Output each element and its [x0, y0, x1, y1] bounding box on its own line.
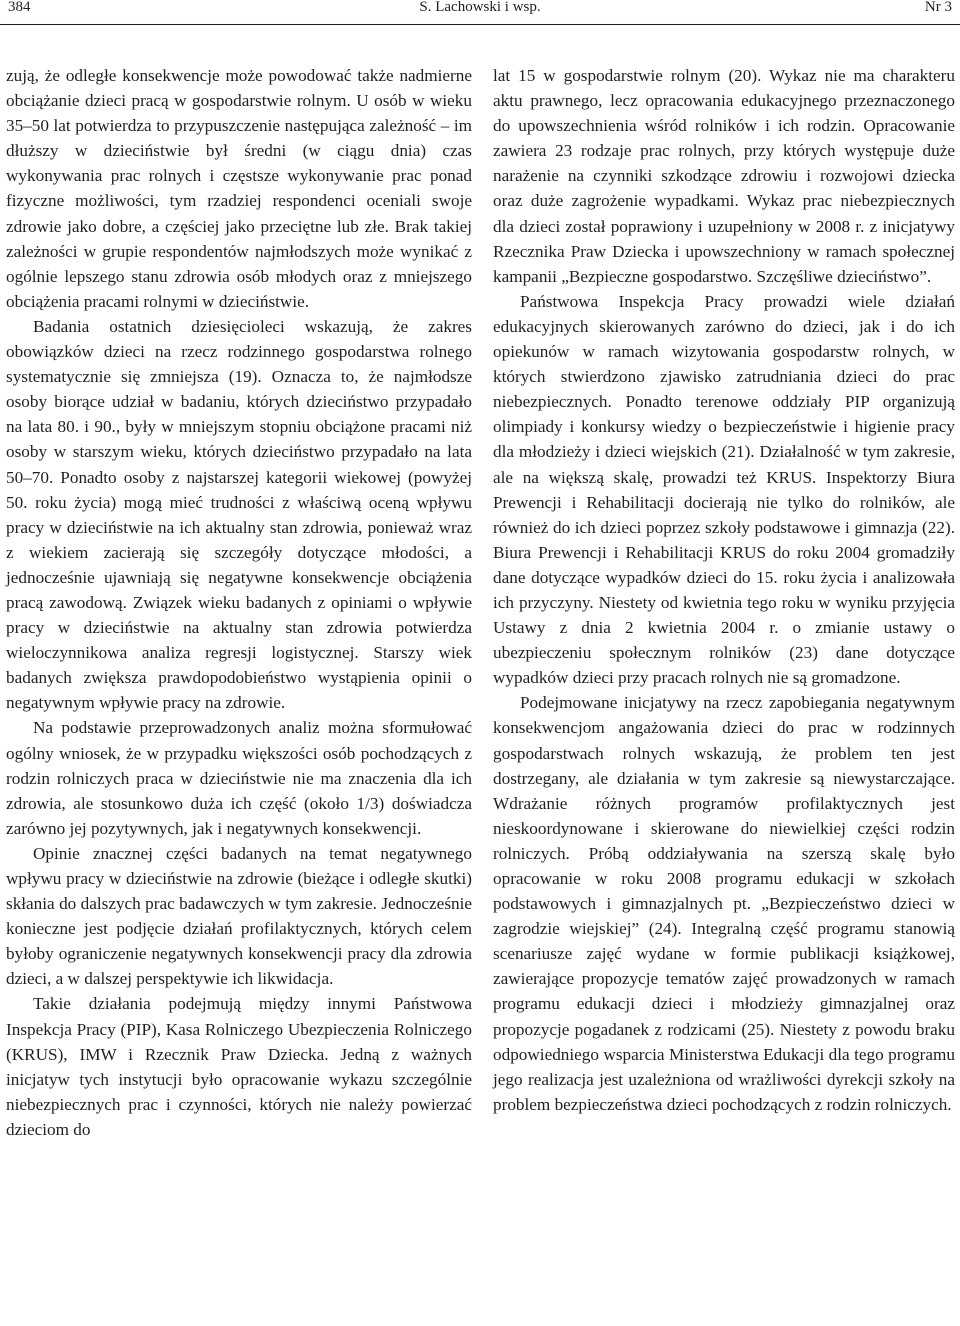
- paragraph: Na podstawie przeprowadzonych analiz można sformułować ogólny wniosek, że w przypadku większości osób pochodzących z rodzin rolniczych praca w dzieciństwie nie ma znaczenia dla ich zdrowia, ale stosunkowo duża ich część (około 1/3) doświadcza zarówno jej pozytywnych, jak i negatywnych konsekwencji.: [6, 718, 472, 838]
- paragraph: Badania ostatnich dziesięcioleci wskazują, że zakres obowiązków dzieci na rzecz rodzinnego gospodarstwa rolnego systematycznie się zmniejsza (19). Oznacza to, że najmłodsze osoby biorące udział w badaniu, których dzieciństwo przypadało na lata 80. i 90., były w mniejszym stopniu obciążone pracami niż osoby w starszym wieku, których dzieciństwo przypadało na lata 50–70. Ponadto osoby z najstarszej kategorii wiekowej (powyżej 50. roku życia) mogą mieć trudności z właściwą oceną wpływu pracy w dzieciństwie na ich aktualny stan zdrowia, ponieważ wraz z wiekiem zacierają się szczegóły dotyczące młodości, a jednocześnie ujawniają się negatywne konsekwencje obciążenia pracą zawodową. Związek wieku badanych z opiniami o wpływie pracy w dzieciństwie na aktualny stan zdrowia potwierdza wieloczynnikowa analiza regresji logistycznej. Starszy wiek badanych zwiększa prawdopodobieństwo wystąpienia opinii o negatywnym wpływie pracy na zdrowie.: [6, 316, 472, 713]
- paragraph: lat 15 w gospodarstwie rolnym (20). Wykaz nie ma charakteru aktu prawnego, lecz opracowania edukacyjnego przeznaczonego do upowszechnienia wśród rolników i ich rodzin. Opracowanie zawiera 23 rodzaje prac rolnych, przy których występuje duże narażenie na czynniki szkodzące zdrowiu i rozwojowi dziecka oraz duże zagrożenie wypadkami. Wykaz prac niebezpiecznych dla dzieci został poprawiony i uzupełniony w 2008 r. z inicjatywy Rzecznika Praw Dziecka i upowszechniony w ramach społecznej kampanii „Bezpieczne gospodarstwo. Szczęśliwe dzieciństwo”.: [493, 66, 955, 286]
- paragraph: Opinie znacznej części badanych na temat negatywnego wpływu pracy w dzieciństwie na zdrowie (bieżące i odległe skutki) skłania do dalszych prac badawczych w tym zakresie. Jednocześnie konieczne jest podjęcie działań profilaktycznych, których celem byłoby ograniczenie negatywnych konsekwencji pracy dla zdrowia dzieci, a w dalszej perspektywie ich likwidacja.: [6, 843, 472, 989]
- paragraph: Takie działania podejmują między innymi Państwowa Inspekcja Pracy (PIP), Kasa Rolniczego Ubezpieczenia Rolniczego (KRUS), IMW i Rzecznik Praw Dziecka. Jedną z ważnych inicjatyw tych instytucji było opracowanie wykazu szczególnie niebezpiecznych prac i czynności, których nie należy powierzać dzieciom do: [6, 994, 472, 1139]
- header-rule: [0, 24, 960, 25]
- paragraph: zują, że odległe konsekwencje może powodować także nadmierne obciążanie dzieci pracą w gospodarstwie rolnym. U osób w wieku 35–50 lat potwierdza to przypuszczenie następująca zależność – im dłuższy w dzieciństwie był średni (w ciągu dnia) czas wykonywania prac rolnych i częstsze wykonywanie prac ponad fizyczne możliwości, tym rzadziej respondenci oceniali swoje zdrowie jako dobre, a częściej jako przeciętne lub złe. Brak takiej zależności w grupie respondentów najmłodszych może wynikać z ogólnie lepszego stanu zdrowia osób młodych oraz z mniejszego obciążenia pracami rolnymi w dzieciństwie.: [6, 66, 472, 311]
- running-authors: S. Lachowski i wsp.: [419, 0, 541, 15]
- issue-number: Nr 3: [924, 0, 952, 15]
- paragraph: Państwowa Inspekcja Pracy prowadzi wiele działań edukacyjnych skierowanych zarówno do dzieci, jak i do ich opiekunów w ramach wizytowania gospodarstw rolnych, w których stwierdzono zjawisko zatrudniania dzieci do prac niebezpiecznych. Ponadto terenowe oddziały PIP organizują olimpiady i konkursy wiedzy o bezpieczeństwie i higienie pracy dla młodzieży i dzieci wiejskich (21). Działalność w tym zakresie, ale na większą skalę, prowadzi też KRUS. Inspektorzy Biura Prewencji i Rehabilitacji docierają nie tylko do rolników, ale również do ich dzieci poprzez szkoły podstawowe i gimnazja (22). Biura Prewencji i Rehabilitacji KRUS do roku 2004 gromadziły dane dotyczące wypadków dzieci do 15. roku życia i analizowała ich przyczyny. Niestety od kwietnia tego roku w wyniku przyjęcia Ustawy z dnia 2 kwietnia 2004 r. o zmianie ustawy o ubezpieczeniu społecznym rolników (23) dane dotyczące wypadków dzieci przy pracach rolnych nie są gromadzone.: [493, 291, 955, 688]
- right-column: [493, 63, 955, 1117]
- paragraph: Podejmowane inicjatywy na rzecz zapobiegania negatywnym konsekwencjom angażowania dzieci do prac w rodzinnych gospodarstwach rolnych wskazują, że problem ten jest dostrzegany, ale działania w tym zakresie są niewystarczające. Wdrażanie różnych programów profilaktycznych jest nieskoordynowane i skierowane do niewielkiej części rodzin rolniczych. Próbą oddziaływania na szerszą skalę było opracowanie w roku 2008 programu edukacji w szkołach podstawowych i gimnazjalnych pt. „Bezpieczeństwo dzieci w zagrodzie wiejskiej” (24). Integralną część programu stanowią scenariusze zajęć wydane w formie publikacji książkowej, zawierające propozycje tematów zajęć prowadzonych w ramach programu edukacji dzieci i młodzieży gimnazjalnej oraz propozycje pogadanek z rodzicami (25). Niestety z powodu braku odpowiedniego wsparcia Ministerstwa Edukacji dla tego programu jego realizacja jest uzależniona od wrażliwości dyrekcji szkoły na problem bezpieczeństwa dzieci pochodzących z rodzin rolniczych.: [493, 693, 955, 1114]
- page-number: 384: [8, 0, 31, 15]
- left-column: [6, 63, 472, 1142]
